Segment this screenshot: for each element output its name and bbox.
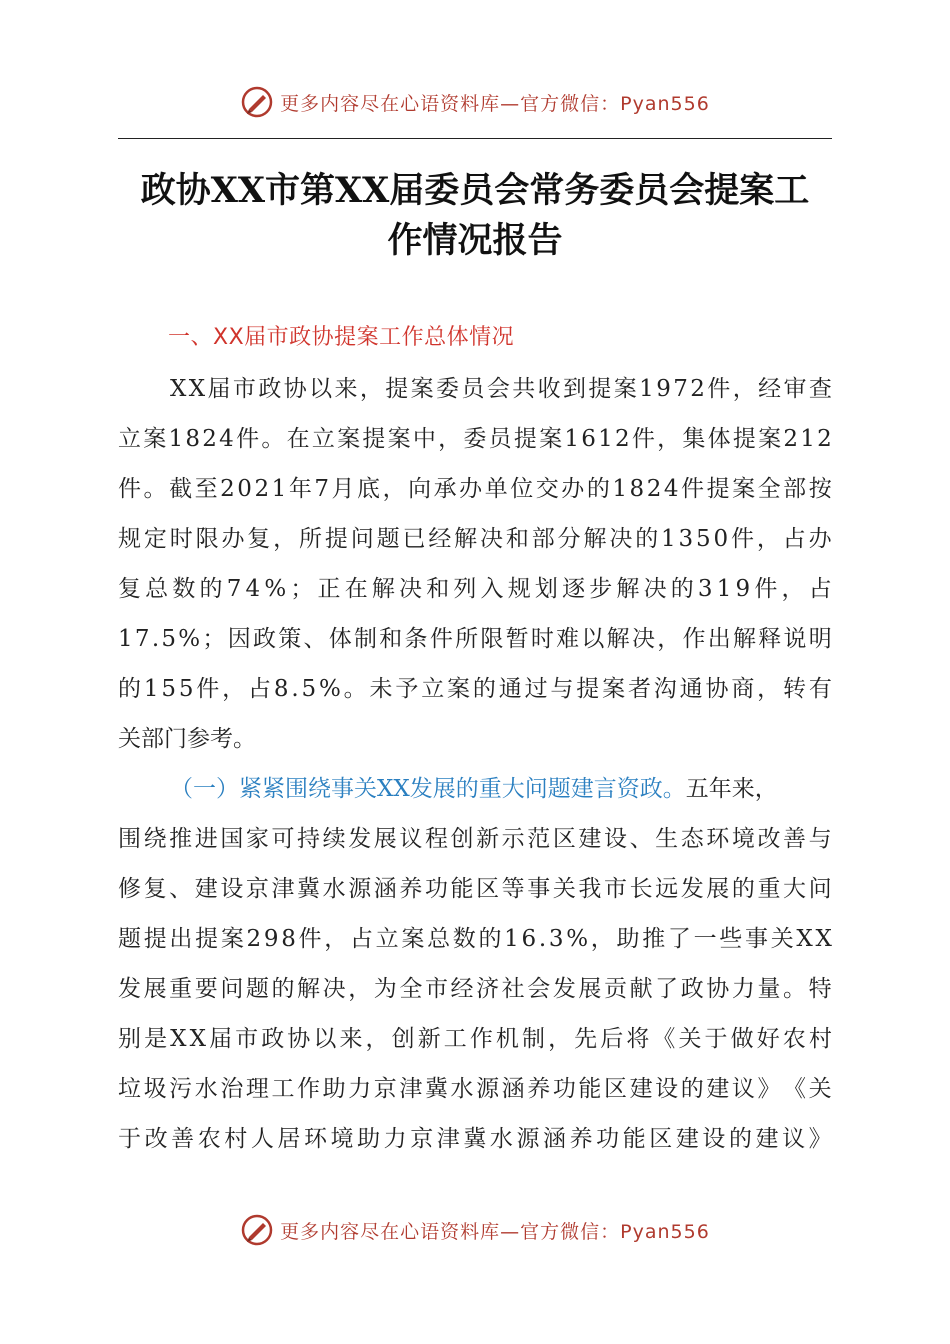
section-heading: 一、XX届市政协提案工作总体情况 bbox=[168, 325, 515, 350]
subsection-heading: （一）紧紧围绕事关XX发展的重大问题建言资政。 bbox=[170, 776, 686, 802]
pen-circle-icon bbox=[240, 85, 274, 119]
paragraph-line: 的 1 5 5 件 ， 占 8 . 5 % 。 未 予 立 案 的 通 过 与 提 案 者 沟 通 协 商 ， 转 有 bbox=[118, 676, 832, 702]
title-line-1: 政协XX市第XX届委员会常务委员会提案工 bbox=[140, 170, 810, 211]
paragraph-line: 复 总 数 的 7 4 % ； 正 在 解 决 和 列 入 规 划 逐 步 解 决 的 3 1 9 件 ， 占 bbox=[118, 576, 832, 602]
paragraph-line: 垃 圾 污 水 治 理 工 作 助 力 京 津 冀 水 源 涵 养 功 能 区 建 设 的 建 议 》 《 关 bbox=[118, 1076, 832, 1102]
paragraph-line: 件 。 截 至 2 0 2 1 年 7 月 底 ， 向 承 办 单 位 交 办 的 1 8 2 4 件 提 案 全 部 按 bbox=[118, 476, 832, 502]
page-title bbox=[118, 166, 832, 266]
paragraph-line: X X 届 市 政 协 以 来 ， 提 案 委 员 会 共 收 到 提 案 1 9 7 2 件 ， 经 审 查 bbox=[170, 376, 832, 402]
paragraph-line: 立 案 1 8 2 4 件 。 在 立 案 提 案 中 ， 委 员 提 案 1 6 1 2 件 ， 集 体 提 案 2 1 2 bbox=[118, 426, 832, 452]
paragraph-line: 于 改 善 农 村 人 居 环 境 助 力 京 津 冀 水 源 涵 养 功 能 区 建 设 的 建 议 》 bbox=[118, 1126, 832, 1152]
title-line-2: 作情况报告 bbox=[387, 220, 563, 261]
pen-circle-icon bbox=[240, 1213, 274, 1247]
paragraph-line: 围 绕 推 进 国 家 可 持 续 发 展 议 程 创 新 示 范 区 建 设 、 生 态 环 境 改 善 与 bbox=[118, 826, 832, 852]
paragraph-line: 规 定 时 限 办 复 ， 所 提 问 题 已 经 解 决 和 部 分 解 决 的 1 3 5 0 件 ， 占 办 bbox=[118, 526, 832, 552]
footer-banner bbox=[0, 1212, 950, 1248]
paragraph-lead-line bbox=[118, 764, 832, 814]
footer-banner-text: 更多内容尽在心语资料库—官方微信：Pyan556 bbox=[280, 1220, 710, 1243]
document-body bbox=[118, 364, 832, 1164]
paragraph-line: 修 复 、 建 设 京 津 冀 水 源 涵 养 功 能 区 等 事 关 我 市 长 远 发 展 的 重 大 问 bbox=[118, 876, 832, 902]
paragraph-line: 别 是 X X 届 市 政 协 以 来 ， 创 新 工 作 机 制 ， 先 后 将 《 关 于 做 好 农 村 bbox=[118, 1026, 832, 1052]
banner-text: 更多内容尽在心语资料库—官方微信：Pyan556 bbox=[280, 92, 710, 115]
paragraph-line: 题 提 出 提 案 2 9 8 件 ， 占 立 案 总 数 的 1 6 . 3 % ， 助 推 了 一 些 事 关 X X bbox=[118, 926, 832, 952]
paragraph-line: 发 展 重 要 问 题 的 解 决 ， 为 全 市 经 济 社 会 发 展 贡 献 了 政 协 力 量 。 特 bbox=[118, 976, 832, 1002]
header-banner bbox=[0, 84, 950, 120]
paragraph-line: 1 7 . 5 % ； 因 政 策 、 体 制 和 条 件 所 限 暂 时 难 以 解 决 ， 作 出 解 释 说 明 bbox=[118, 626, 832, 652]
header-divider bbox=[118, 138, 832, 139]
lead-rest: 五年来， bbox=[685, 776, 778, 802]
paragraph-line: 关部门参考。 bbox=[118, 726, 256, 752]
